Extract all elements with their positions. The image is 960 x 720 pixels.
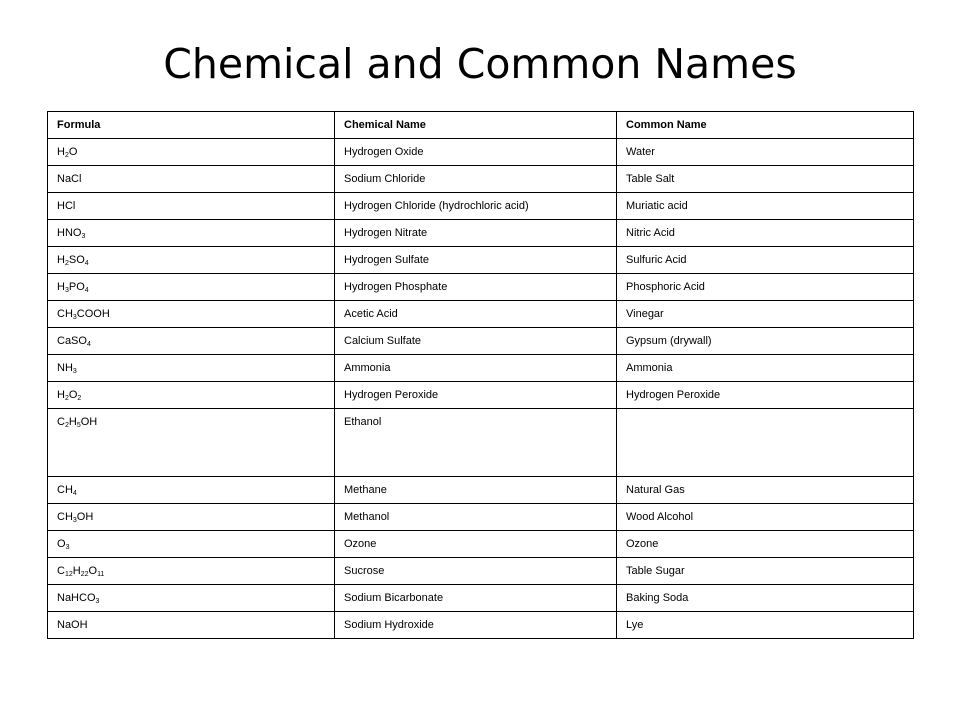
formula-cell — [48, 301, 335, 328]
table-row — [48, 301, 914, 328]
formula-subscript: 3 — [64, 287, 69, 294]
formula-subscript: 3 — [65, 544, 70, 551]
table-header-row — [48, 112, 914, 139]
formula-subscript: 2 — [64, 152, 69, 159]
formula-text: HNO — [57, 227, 82, 239]
chemical-name-cell: Hydrogen Nitrate — [335, 220, 617, 247]
chemical-name-cell: Hydrogen Oxide — [335, 139, 617, 166]
chemical-name-cell: Calcium Sulfate — [335, 328, 617, 355]
common-name-cell: Baking Soda — [617, 585, 914, 612]
formula-cell — [48, 193, 335, 220]
table-row — [48, 193, 914, 220]
chemical-name-cell: Hydrogen Sulfate — [335, 247, 617, 274]
formula-subscript: 4 — [84, 287, 89, 294]
formula-cell — [48, 409, 335, 477]
table-row — [48, 477, 914, 504]
formula-text: H — [72, 565, 81, 577]
formula-text: C — [57, 416, 65, 428]
slide-title: Chemical and Common Names — [163, 40, 797, 88]
chemical-name-cell: Ethanol — [335, 409, 617, 477]
formula-subscript: 2 — [64, 422, 69, 429]
table-row — [48, 409, 914, 477]
formula-cell — [48, 558, 335, 585]
formula-subscript: 4 — [72, 490, 77, 497]
formula-subscript: 3 — [72, 314, 77, 321]
table-row — [48, 328, 914, 355]
table-body — [48, 139, 914, 639]
formula-text: H — [57, 281, 65, 293]
common-name-cell: Wood Alcohol — [617, 504, 914, 531]
formula-cell — [48, 355, 335, 382]
common-name-cell: Muriatic acid — [617, 193, 914, 220]
common-name-cell: Vinegar — [617, 301, 914, 328]
table-row — [48, 382, 914, 409]
formula-cell — [48, 382, 335, 409]
formula-text: NaHCO — [57, 592, 96, 604]
formula-subscript: 3 — [81, 233, 86, 240]
formula-cell — [48, 585, 335, 612]
table-row — [48, 220, 914, 247]
common-name-cell: Table Salt — [617, 166, 914, 193]
formula-cell — [48, 220, 335, 247]
table-row — [48, 166, 914, 193]
formula-cell — [48, 477, 335, 504]
formula-subscript: 22 — [80, 571, 89, 578]
table-row — [48, 247, 914, 274]
formula-text: O — [68, 389, 78, 401]
chemical-name-cell: Sodium Hydroxide — [335, 612, 617, 639]
chemical-name-cell: Hydrogen Peroxide — [335, 382, 617, 409]
header-common-name: Common Name — [617, 112, 914, 139]
common-name-cell: Ammonia — [617, 355, 914, 382]
common-name-cell: Natural Gas — [617, 477, 914, 504]
formula-text: NaOH — [57, 619, 88, 631]
common-name-cell: Gypsum (drywall) — [617, 328, 914, 355]
formula-text: SO — [68, 254, 85, 266]
common-name-cell: Table Sugar — [617, 558, 914, 585]
common-name-cell: Phosphoric Acid — [617, 274, 914, 301]
formula-subscript: 2 — [64, 260, 69, 267]
formula-cell — [48, 328, 335, 355]
table-row — [48, 558, 914, 585]
formula-subscript: 4 — [86, 341, 91, 348]
common-name-cell: Nitric Acid — [617, 220, 914, 247]
table-row — [48, 585, 914, 612]
formula-text: C — [57, 565, 65, 577]
table-row — [48, 274, 914, 301]
formula-cell — [48, 531, 335, 558]
formula-text: O — [68, 146, 78, 158]
formula-subscript: 12 — [64, 571, 73, 578]
formula-cell — [48, 612, 335, 639]
common-name-cell: Sulfuric Acid — [617, 247, 914, 274]
formula-subscript: 3 — [72, 517, 77, 524]
table-row — [48, 612, 914, 639]
header-formula: Formula — [48, 112, 335, 139]
formula-cell — [48, 274, 335, 301]
formula-cell — [48, 504, 335, 531]
formula-text: OH — [76, 511, 94, 523]
formula-text: COOH — [76, 308, 110, 320]
formula-text: CH — [57, 308, 73, 320]
formula-text: H — [57, 389, 65, 401]
formula-text: H — [57, 146, 65, 158]
formula-text: CH — [57, 511, 73, 523]
chemical-name-cell: Sodium Chloride — [335, 166, 617, 193]
chemical-name-cell: Hydrogen Phosphate — [335, 274, 617, 301]
formula-cell — [48, 247, 335, 274]
formula-subscript: 11 — [97, 571, 105, 578]
formula-text: CaSO — [57, 335, 87, 347]
formula-text: OH — [80, 416, 98, 428]
formula-text: HCl — [57, 200, 76, 212]
formula-text: NH — [57, 362, 73, 374]
chemical-name-cell: Ammonia — [335, 355, 617, 382]
formula-subscript: 4 — [84, 260, 89, 267]
chemical-name-cell: Methane — [335, 477, 617, 504]
formula-subscript: 5 — [76, 422, 81, 429]
chemical-names-table — [47, 111, 914, 639]
common-name-cell: Water — [617, 139, 914, 166]
common-name-cell: Ozone — [617, 531, 914, 558]
formula-text: O — [88, 565, 98, 577]
formula-cell — [48, 166, 335, 193]
table-row — [48, 139, 914, 166]
formula-text: O — [57, 538, 66, 550]
formula-cell — [48, 139, 335, 166]
table-row — [48, 355, 914, 382]
table-row — [48, 504, 914, 531]
table-row — [48, 531, 914, 558]
chemical-name-cell: Sodium Bicarbonate — [335, 585, 617, 612]
chemical-name-cell: Sucrose — [335, 558, 617, 585]
formula-text: H — [68, 416, 77, 428]
common-name-cell: Lye — [617, 612, 914, 639]
formula-text: CH — [57, 484, 73, 496]
chemical-name-cell: Acetic Acid — [335, 301, 617, 328]
formula-text: NaCl — [57, 173, 82, 185]
formula-subscript: 3 — [95, 598, 100, 605]
formula-text: PO — [68, 281, 85, 293]
chemical-name-cell: Methanol — [335, 504, 617, 531]
formula-subscript: 3 — [72, 368, 77, 375]
chemical-name-cell: Ozone — [335, 531, 617, 558]
common-name-cell — [617, 409, 914, 477]
formula-subscript: 2 — [77, 395, 82, 402]
header-chemical-name: Chemical Name — [335, 112, 617, 139]
formula-subscript: 2 — [64, 395, 69, 402]
formula-text: H — [57, 254, 65, 266]
chemical-name-cell: Hydrogen Chloride (hydrochloric acid) — [335, 193, 617, 220]
common-name-cell: Hydrogen Peroxide — [617, 382, 914, 409]
